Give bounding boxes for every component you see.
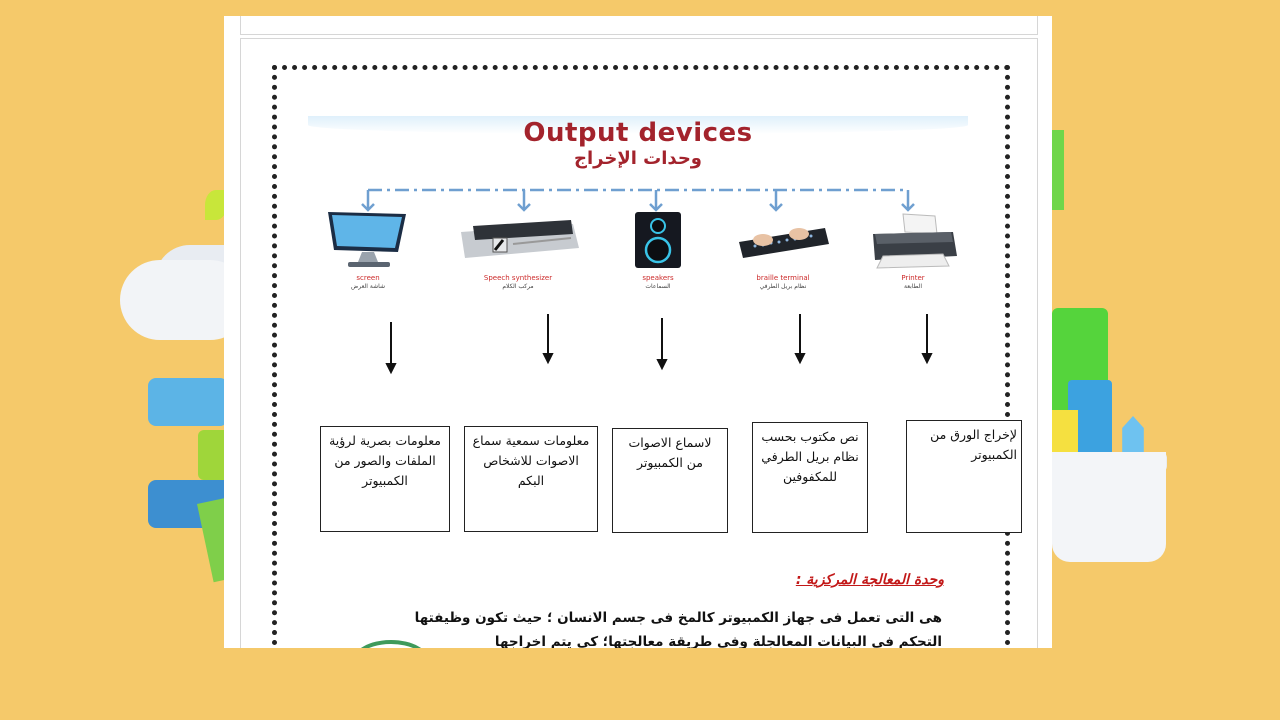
speaker-icon	[623, 208, 693, 270]
monitor-icon	[318, 208, 418, 270]
device-screen	[313, 208, 423, 291]
pencil-decoration	[1115, 416, 1151, 456]
description-box-printer: لإخراج الورق من الكمبيوتر	[906, 420, 1022, 533]
book-decoration	[148, 378, 228, 426]
device-speech-synthesizer	[448, 214, 588, 291]
description-box-screen: معلومات بصرية لرؤية الملفات والصور من الكمبيوتر	[320, 426, 450, 532]
description-box-synthesizer: معلومات سمعية سماع الاصوات للاشخاص البكم	[464, 426, 598, 532]
output-devices-banner	[308, 116, 968, 290]
ruler-decoration	[1052, 130, 1064, 210]
device-label-ar: السماعات	[645, 283, 671, 290]
previous-page-edge	[240, 16, 1038, 35]
device-label-en: screen	[356, 274, 380, 282]
down-arrows	[224, 312, 1052, 382]
device-label-ar: نظام بريل الطرفي	[759, 283, 807, 290]
device-label-en: speakers	[642, 274, 674, 282]
device-label-en: Printer	[901, 274, 925, 282]
device-label-en: braille terminal	[756, 274, 810, 282]
device-label-ar: شاشة العرض	[351, 283, 385, 290]
device-label-ar: مركب الكلام	[502, 283, 534, 290]
device-speakers	[613, 208, 703, 291]
section-title-cpu: وحدة المعالجة المركزية :	[795, 572, 944, 588]
braille-icon	[733, 216, 833, 270]
device-printer	[858, 212, 968, 291]
title-arabic: وحدات الإخراج	[574, 148, 702, 169]
device-braille-terminal	[723, 216, 843, 291]
device-label-ar: الطابعة	[903, 283, 923, 290]
description-box-braille: نص مكتوب بحسب نظام بريل الطرفي للمكفوفين	[752, 422, 868, 533]
paragraph-line: هى التى تعمل فى جهاز الكمبيوتر كالمخ فى جسم الانسان ؛ حيث تكون وظيفتها	[414, 610, 942, 626]
printer-icon	[863, 212, 963, 270]
cup-decoration	[1052, 452, 1166, 562]
section-paragraph	[364, 606, 942, 648]
description-box-speakers: لاسماع الاصوات من الكمبيوتر	[612, 428, 728, 533]
paragraph-line: التحكم فى البيانات المعالجلة وفى طريقة معالجتها؛ كى يتم اخراجها	[494, 634, 942, 648]
title-english: Output devices	[523, 118, 753, 148]
pencil-decoration	[1052, 410, 1078, 456]
device-label-en: Speech synthesizer	[483, 274, 553, 282]
synthesizer-icon	[453, 214, 583, 270]
document-page	[224, 16, 1052, 648]
